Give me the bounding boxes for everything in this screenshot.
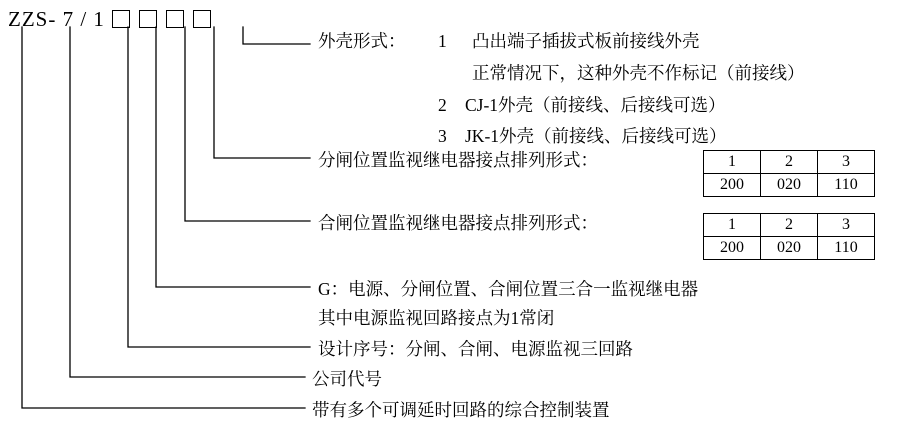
close-header-3: 3	[818, 214, 875, 237]
design-serial-label: 设计序号：分闸、合闸、电源监视三回路	[318, 339, 633, 359]
model-code-prefix: ZZS- 7 / 1	[8, 6, 105, 31]
close-value-2: 020	[761, 237, 818, 260]
g-relay-line2: 其中电源监视回路接点为1常闭	[318, 308, 555, 328]
close-position-label: 合闸位置监视继电器接点排列形式：	[318, 213, 598, 233]
open-header-3: 3	[818, 151, 875, 174]
close-value-1: 200	[704, 237, 761, 260]
shell-item-1-text: 凸出端子插拔式板前接线外壳	[472, 31, 700, 51]
code-box-2[interactable]	[139, 10, 157, 28]
shell-label: 外壳形式：	[318, 31, 406, 51]
table-row	[704, 151, 875, 174]
code-box-1[interactable]	[112, 10, 130, 28]
open-position-label: 分闸位置监视继电器接点排列形式：	[318, 150, 598, 170]
open-header-1: 1	[704, 151, 761, 174]
open-header-2: 2	[761, 151, 818, 174]
table-row	[704, 174, 875, 197]
close-header-2: 2	[761, 214, 818, 237]
code-box-4[interactable]	[193, 10, 211, 28]
model-code	[8, 4, 211, 34]
table-row	[704, 237, 875, 260]
shell-item-4-num: 3	[438, 126, 447, 146]
close-position-table	[703, 213, 875, 260]
open-value-3: 110	[818, 174, 875, 197]
device-label: 带有多个可调延时回路的综合控制装置	[312, 400, 610, 420]
code-box-3[interactable]	[166, 10, 184, 28]
table-row	[704, 214, 875, 237]
open-value-2: 020	[761, 174, 818, 197]
shell-item-1-num: 1	[438, 31, 447, 51]
close-header-1: 1	[704, 214, 761, 237]
open-value-1: 200	[704, 174, 761, 197]
open-position-table	[703, 150, 875, 197]
shell-item-3-num: 2	[438, 95, 447, 115]
g-relay-line1: G：电源、分闸位置、合闸位置三合一监视继电器	[318, 279, 699, 299]
shell-item-2-text: 正常情况下，这种外壳不作标记（前接线）	[472, 63, 805, 83]
shell-item-3-text: CJ-1外壳（前接线、后接线可选）	[465, 95, 726, 115]
close-value-3: 110	[818, 237, 875, 260]
shell-item-4-text: JK-1外壳（前接线、后接线可选）	[465, 126, 727, 146]
company-code-label: 公司代号	[312, 369, 382, 389]
